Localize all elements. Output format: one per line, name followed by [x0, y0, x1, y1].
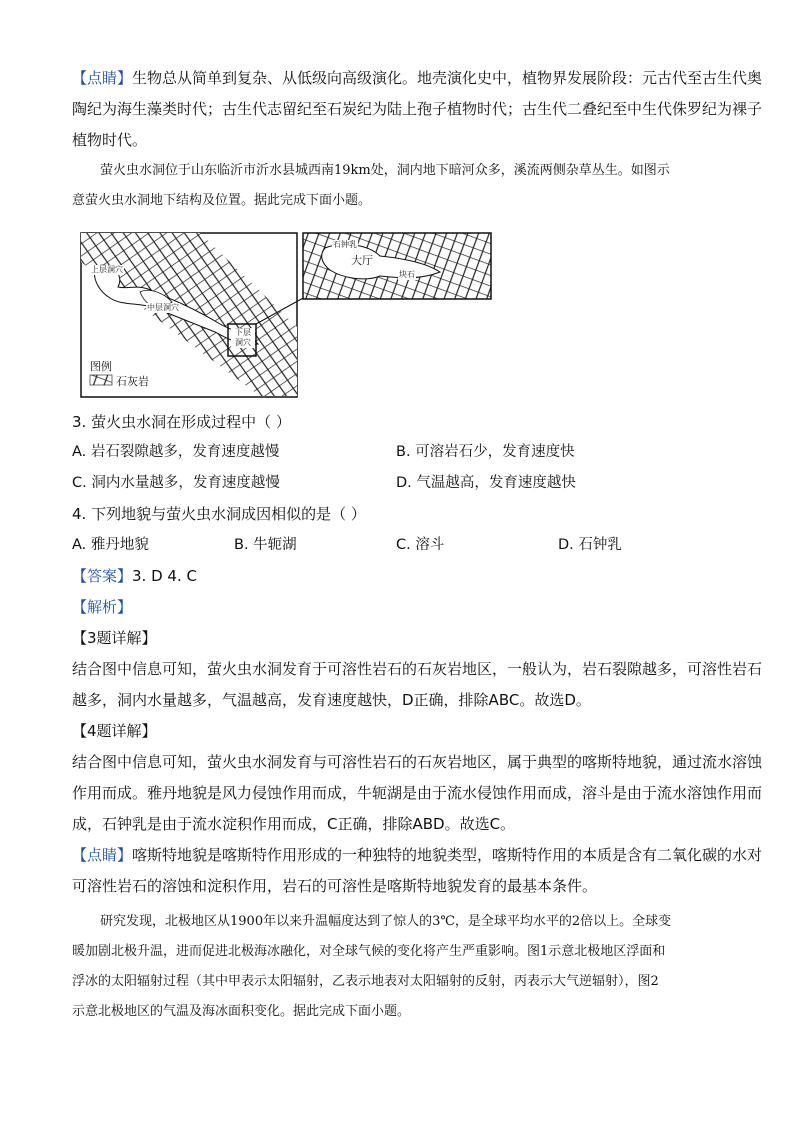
stalactite-label: 石钟乳: [333, 240, 357, 249]
answer-tag: 【答案】: [72, 567, 133, 585]
detail-4-line-1: 结合图中信息可知，萤火虫水洞发育与可溶性岩石的石灰岩地区，属于典型的喀斯特地貌，通过流水溶蚀: [72, 753, 763, 771]
key-point-line-2: 可溶性岩石的溶蚀和淀积作用，岩石的可溶性是喀斯特地貌发育的最基本条件。: [72, 877, 598, 895]
q3-option-c: C. 洞内水量越多，发育速度越慢: [72, 475, 280, 491]
lower-cave-label: 下层洞穴: [231, 328, 255, 348]
detail-3-heading: 【3题详解】: [72, 629, 157, 647]
q4-option-b: B. 牛轭湖: [234, 537, 297, 553]
note-tag: 【点睛】: [72, 69, 133, 87]
detail-3-line-2: 越多，洞内水量越多，气温越高，发育速度越快，D正确，排除ABC。故选D。: [72, 691, 591, 709]
middle-cave-label: 中层洞穴: [147, 303, 179, 312]
detail-3-line-1: 结合图中信息可知，萤火虫水洞发育于可溶性岩石的石灰岩地区，一般认为，岩石裂隙越多，可溶性岩石: [72, 660, 763, 678]
detail-4-line-2: 作用而成。雅丹地貌是风力侵蚀作用而成，牛轭湖是由于流水侵蚀作用而成，溶斗是由于流水溶蚀作用而: [72, 784, 763, 802]
cave-figure: [80, 232, 492, 398]
analysis-tag: 【解析】: [72, 598, 133, 616]
arctic-intro-line-3: 浮冰的太阳辐射过程（其中甲表示太阳辐射，乙表示地表对太阳辐射的反射，丙表示大气逆辐射），图2: [72, 974, 659, 989]
upper-cave-label: 上层洞穴: [91, 265, 123, 274]
legend-title: 图例: [90, 360, 112, 373]
arctic-intro-line-2: 暖加剧北极升温，进而促进北极海冰融化，对全球气候的变化将产生严重影响。图1示意北极地区浮面和: [72, 944, 666, 959]
answer-line: 【答案】3. D 4. C: [72, 567, 197, 585]
boulder-label: 块石: [399, 270, 415, 279]
q3-option-b: B. 可溶岩石少，发育速度快: [396, 444, 575, 460]
q3-option-a: A. 岩石裂隙越多，发育速度越慢: [72, 444, 280, 460]
key-point-tag: 【点睛】: [72, 846, 133, 864]
note-line-1: 【点睛】生物总从简单到复杂、从低级向高级演化。地壳演化史中，植物界发展阶段：元古代至古生代奥: [72, 69, 763, 87]
note-line-3: 植物时代。: [72, 131, 148, 149]
hall-label: 大厅: [351, 254, 373, 267]
note-line-2: 陶纪为海生藻类时代；古生代志留纪至石炭纪为陆上孢子植物时代；古生代二叠纪至中生代侏罗纪为裸子: [72, 100, 763, 118]
intro-line-2: 意萤火虫水洞地下结构及位置。据此完成下面小题。: [72, 193, 372, 208]
question-3: 3. 萤火虫水洞在形成过程中（ ）: [72, 413, 291, 431]
question-4: 4. 下列地貌与萤火虫水洞成因相似的是（ ）: [72, 505, 366, 523]
arctic-intro-line-1: 研究发现，北极地区从1900年以来升温幅度达到了惊人的3℃，是全球平均水平的2倍以上。全球变: [100, 914, 672, 929]
key-point-line-1: 【点睛】喀斯特地貌是喀斯特作用形成的一种独特的地貌类型，喀斯特作用的本质是含有二氧化碳的水对: [72, 846, 763, 864]
q4-option-a: A. 雅丹地貌: [72, 537, 149, 553]
detail-4-line-3: 成，石钟乳是由于流水淀积作用而成，C正确，排除ABD。故选C。: [72, 815, 516, 833]
q4-option-d: D. 石钟乳: [558, 537, 622, 553]
detail-4-heading: 【4题详解】: [72, 722, 157, 740]
cave-diagram: [80, 232, 492, 398]
intro-line-1: 萤火虫水洞位于山东临沂市沂水县城西南19km处，洞内地下暗河众多，溪流两侧杂草丛生。如图示: [100, 163, 670, 178]
q4-option-c: C. 溶斗: [396, 537, 445, 553]
legend-limestone: 石灰岩: [116, 375, 149, 388]
arctic-intro-line-4: 示意北极地区的气温及海冰面积变化。据此完成下面小题。: [72, 1004, 411, 1019]
q3-option-d: D. 气温越高，发育速度越快: [396, 475, 576, 491]
